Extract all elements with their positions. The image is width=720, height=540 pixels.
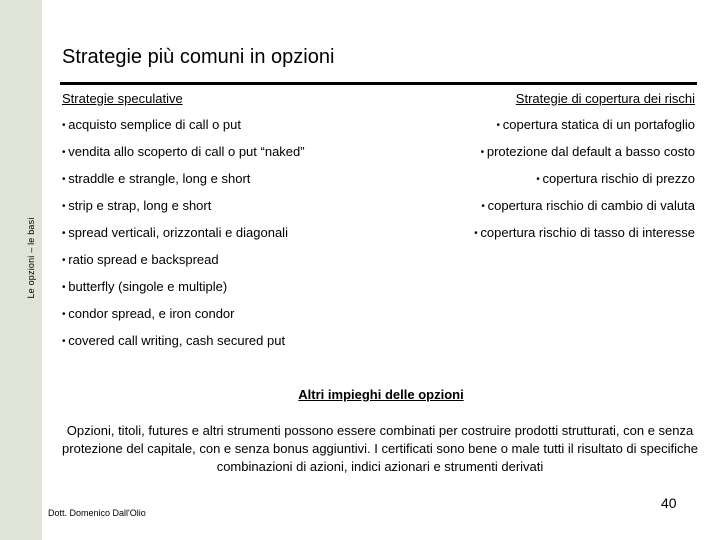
hedging-item: • copertura rischio di prezzo: [474, 171, 695, 187]
slide-title: Strategie più comuni in opzioni: [62, 46, 335, 68]
speculative-item: • spread verticali, orizzontali e diagonali: [62, 225, 305, 241]
sidebar-band: [0, 0, 42, 540]
title-divider: [60, 82, 697, 85]
speculative-list: [62, 117, 305, 360]
hedging-list: [474, 117, 695, 252]
speculative-heading: Strategie speculative: [62, 91, 183, 106]
speculative-item: • condor spread, e iron condor: [62, 306, 305, 322]
speculative-item: • butterfly (singole e multiple): [62, 279, 305, 295]
hedging-item: • protezione dal default a basso costo: [474, 144, 695, 160]
hedging-item: • copertura rischio di cambio di valuta: [474, 198, 695, 214]
speculative-item: • ratio spread e backspread: [62, 252, 305, 268]
hedging-item: • copertura rischio di tasso di interesse: [474, 225, 695, 241]
other-uses-paragraph: Opzioni, titoli, futures e altri strumenti possono essere combinati per costruire prodotti strutturati, con e senza protezione del capitale, con e senza bonus aggiuntivi. I certificati sono bene o male tutti il risultato di specifiche combinazioni di azioni, indici azionari e strumenti derivati: [62, 423, 698, 474]
sidebar-label: Le opzioni – le basi: [26, 217, 36, 299]
speculative-item: • vendita allo scoperto di call o put “naked”: [62, 144, 305, 160]
page-number: 40: [661, 495, 677, 511]
speculative-item: • covered call writing, cash secured put: [62, 333, 305, 349]
speculative-item: • acquisto semplice di call o put: [62, 117, 305, 133]
other-uses-heading: Altri impieghi delle opzioni: [298, 387, 464, 402]
hedging-item: • copertura statica di un portafoglio: [474, 117, 695, 133]
hedging-heading: Strategie di copertura dei rischi: [515, 91, 695, 106]
speculative-item: • strip e strap, long e short: [62, 198, 305, 214]
author-credit: Dott. Domenico Dall'Olio: [48, 508, 146, 518]
speculative-item: • straddle e strangle, long e short: [62, 171, 305, 187]
